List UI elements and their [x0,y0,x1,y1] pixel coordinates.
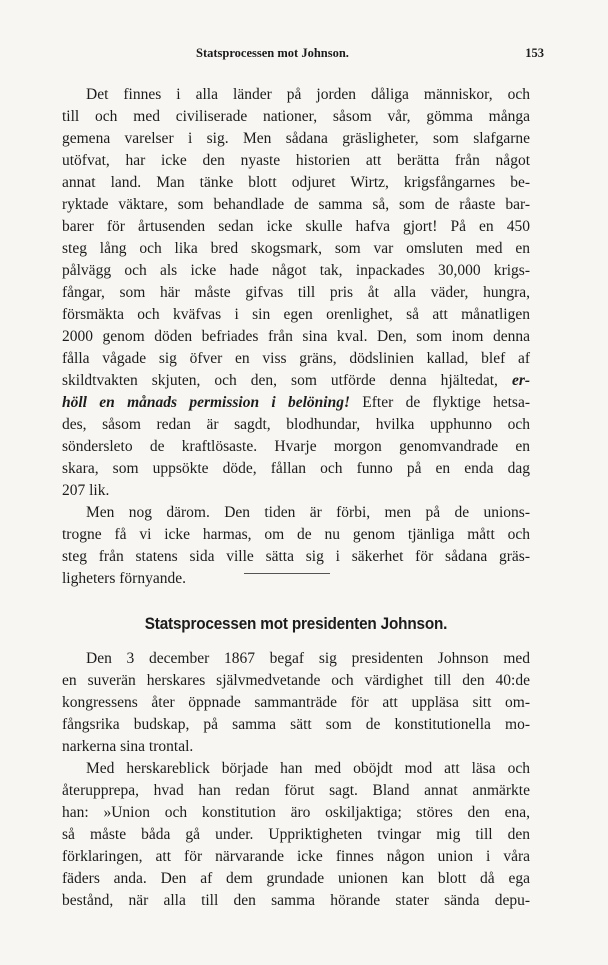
text-line: ligheters förnyande. [62,570,186,587]
text-line: annat land. Man tänke blott odjuret Wirtz, krigsfångarnes be- [62,174,530,191]
running-title: Statsprocessen mot Johnson. [196,46,349,60]
text-line: barer för årtusenden sedan icke skulle hafva gjort! På en 450 [62,218,530,235]
text-line: försmäkta och kväfvas i sin egen orenlighet, så att månatligen [62,306,530,323]
italic-text: er- [511,372,531,389]
text-line: han: »Union och konstitution äro oskiljaktiga; störes den ena, [62,804,530,821]
text-line: återupprepa, hvad han redan förut sagt. Bland annat anmärkte [62,782,530,799]
text-line: steg lång och lika bred skogsmark, som var omsluten med en [62,240,530,257]
section-divider [244,573,330,574]
italic-text: höll en månads permission i belöning! [62,394,350,411]
text-line: bestånd, när alla till den samma hörande stater sända depu- [62,892,530,909]
text-line: så måste båda gå under. Uppriktigheten tvingar mig till den [62,826,530,843]
text-line: ryktade väktare, som behandlade de samma så, som de råaste bar- [62,196,530,213]
text-line: förklaringen, att för närvarande icke finnes någon union i våra [62,848,530,865]
text-line: utöfvat, har icke den nyaste historien att berätta från något [62,152,530,169]
article-body [62,648,530,912]
text-segment: skildtvakten skjuten, och den, som utförde denna hjältedat, [62,372,498,389]
page-number: 153 [525,46,544,60]
text-line: 2000 genom döden befriades från sina kval. Den, som inom denna [62,328,530,345]
text-line: Det finnes i alla länder på jorden dåliga människor, och [86,86,530,103]
text-line: fångar, som här måste gifvas till pris åt alla väder, hungra, [62,284,530,301]
text-line: narkerna sina trontal. [62,738,194,755]
text-line: Med herskareblick började han med oböjdt mod att läsa och [86,760,530,777]
text-line: fäders anda. Den af dem grundade unionen kan blott då ega [62,870,530,887]
text-line: till och med civiliserade nationer, såsom vår, gömma många [62,108,530,125]
text-segment: Efter de flyktige hetsa- [362,394,531,411]
text-line: en suverän herskares självmedvetande och värdighet till den 40:de [62,672,530,689]
text-line: Men nog därom. Den tiden är förbi, men på de unions- [86,504,530,521]
article-body-previous [62,84,530,590]
text-line: 207 lik. [62,482,110,499]
section-heading: Statsprocessen mot presidenten Johnson. [144,614,448,633]
text-line: söndersleto de kraftlösaste. Hvarje morgon genomvandrade en [62,438,530,455]
text-line [62,370,530,392]
text-line: steg från statens sida ville sätta sig i säkerhet för sådana gräs- [62,548,530,565]
text-line: gemena varelser i sig. Men sådana gräsligheter, som slafgarne [62,130,530,147]
text-line: skara, som uppsökte döde, fållan och funno på en enda dag [62,460,530,477]
text-line: kongressens åter öppnade sammanträde för att uppläsa sitt om- [62,694,530,711]
text-line: fångsrika budskap, på samma sätt som de konstitutionella mo- [62,716,530,733]
text-line: fålla vågade sig öfver en viss gräns, dödslinien kallad, blef af [62,350,530,367]
text-line: pålvägg och als icke hade något tak, inpackades 30,000 krigs- [62,262,530,279]
text-line: des, såsom redan är sagdt, blodhundar, hvilka upphunno och [62,416,530,433]
text-line: Den 3 december 1867 begaf sig presidenten Johnson med [86,650,530,667]
text-line: trogne få vi icke harmas, om de nu genom tjänliga mått och [62,526,530,543]
text-line [62,392,530,414]
